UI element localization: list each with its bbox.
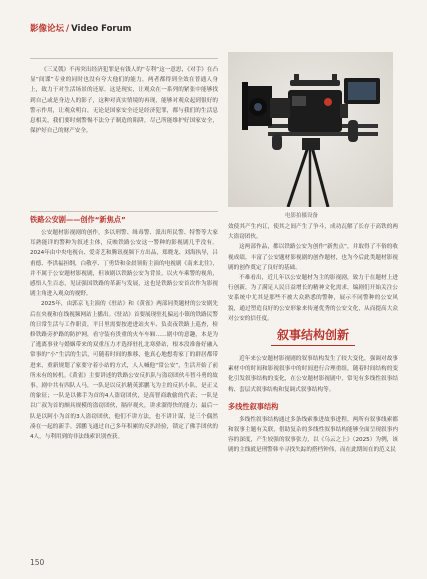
paragraph: 不难看出，近几年以公安题材为主的影视剧，致力于在题材上进行创新，为了满足人民日益增长的精神文化需求，编剧们开始关注公安系统中尤其是那些不被大众熟悉的警种，展示不同警种的公安风貌，通过塑造良好的公安形象来传递优秀的公安文化，从而提高大众对公安的信任度。 xyxy=(228,275,398,322)
section-title-railway-police: 铁路公安剧——创作“新焦点” xyxy=(30,215,126,224)
section-title-text: 叙事结构创新 xyxy=(276,328,349,343)
camera-rig-photo xyxy=(228,52,393,207)
right-column xyxy=(228,222,398,556)
camera-rig-illustration xyxy=(228,52,393,207)
left-column xyxy=(30,214,218,556)
subsection-title: 多线性叙事结构 xyxy=(228,401,279,411)
intro-paragraph: 《三叉戟》不再突出经济犯罪是有钱人的“专利”这一意思，《对手》在凸显“间谍”专业的同时也没有夸大他们的能力，两者都得到全效在普通人身上，致力于对生活场景的还原。这是现实，让观众在一系列的紧张中能够找到自己或是身边人的影子，这种对真实情境的再现，能够对观众起到很好的警示作用，让观众明白，无论是国家安全还是经济犯罪，都与我们的生活息息相关，我们要时刻警惕不法分子制造的陷阱，尽己所能维护好国家安全，保护好自己的财产安全。 xyxy=(30,67,218,135)
paragraph: 近年来公安题材影视剧的叙事结构发生了较大变化，强调对故事素材中的时间和影视叙事中的时间进行合理重组，随着时间结构的变化引发叙事结构的变化，在公安题材影视剧中，常见有多线性叙事结构、套层式叙事结构和复调式叙事结构等。 xyxy=(228,356,398,393)
intro-box xyxy=(30,58,218,212)
paragraph: 多线性叙事结构通过多条线索推进故事进程，两所有叙事线索都和叙事主题有关联，借助复杂的多线性叙事结构能够全面呈现叙事内容的深度，产生较强的叙事张力，以《乌云之上》（2025）为例，该剧的主线就是刑警韩辛寻找失踪的搭档钟伟，而在此期间在的范义民 xyxy=(228,416,398,454)
section-header xyxy=(30,22,132,34)
header-separator: / xyxy=(66,24,70,34)
page-number: 150 xyxy=(30,558,45,567)
header-en: Video Forum xyxy=(71,24,132,34)
paragraph: 2025年，由郭京飞主演的《驻站》和《黄雀》两部同类题材的公安剧先后在央视和在线视频网站上播出。《驻站》首要展现驻扎偏远小镇的铁路民警的日常生活与工作职责，平日里需要按进进站火车、负责夜铁路上巡查，检修铁路旁护路的防护网，看守装有贵重的火车车厢……剧中的意趣，本是为了逃离事业与婚姻带来的双重压力才选择驻扎北寒驿站，根本没准备好融入常事的“小”生活的生活，可随着时间的推移，他真心地想将家丁的群居都带进来，重新规划了家要守着小站的方式，人人喊他“常公安”，生活开始了前所未有的转机。《黄雀》主要讲述的铁路公安反扒队与盗窃团伙斗智斗勇的故事。剧中共有四队人马，一队是以反扒精英郭鹏飞为主的反扒小队，是正义的象征；一队是以佛手为首的4人盗窃团伙，是高智商敢偷的代表；一队是以广叔为首的颇具规模的盗窃团伙，隔岸观火，讲求溜得快的能力；最后一队是以阿小为首的3人盗窃团伙，他们不讲方法，也不讲计谋，是三个偶然凑在一起的新手。郭鹏飞通过自己多年积累的反扒经验，锁定了佛手团伙的4人，与利用到的非法线索识别查获。 xyxy=(30,301,218,441)
paragraph: 效使其产生内讧，使其之间产生了争斗，成功瓦解了长存于高铁的两大盗窃团伙。 xyxy=(228,224,398,241)
paragraph: 这两部作品，都以铁路公安为创作“新焦点”，并取得了不俗的收视成绩，丰富了公安题材影视剧的创作题材，也为今后此类题材影视剧的创作奠定了良好的基础。 xyxy=(228,244,398,271)
paragraph: 公安题材影视剧的创作，多以刑警、缉毒警、派出所民警、特警等大家耳熟能详的警种为叙述主体，反映铁路公安这一警种的影视剧几乎没有。2024年由中央电视台、爱奇艺和腾讯视频下方出品，郑晓龙、刘海执导，吕甫德、李洪福担纲，白敬亭、丁勇岱和金晨领衔主演的电视剧《南来北往》，并不属于公安题材影视剧，但该剧以铁路公安为背景，以火车乘警的视角，感悟人生百态，见证强国铁路的革新与发展，这也是铁路公安首次作为影视剧主角进入观众的视野。 xyxy=(30,230,218,298)
header-cn: 影像论坛 xyxy=(30,24,65,34)
title-underline xyxy=(271,345,355,346)
photo-caption: 电影拍摄设备 xyxy=(285,213,319,219)
section-title-narrative-structure xyxy=(228,328,398,346)
